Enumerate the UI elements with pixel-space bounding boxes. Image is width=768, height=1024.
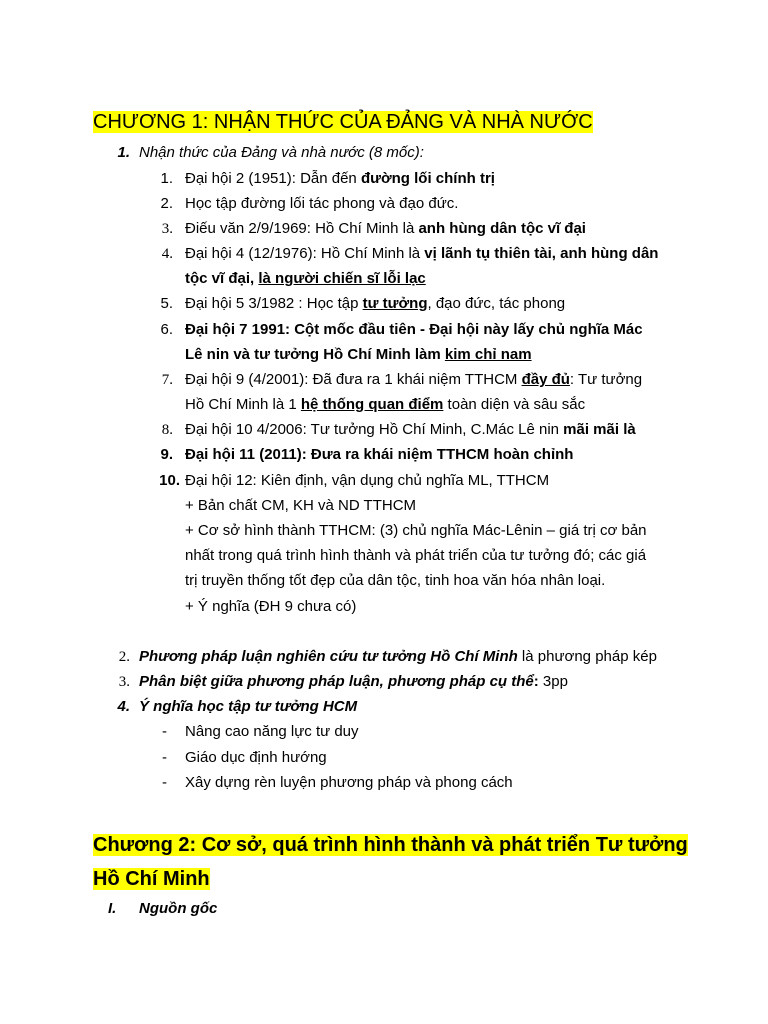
item-number: 7.: [161, 372, 173, 388]
section-3-heading: Phân biệt giữa phương pháp luận, phương pháp cụ thể: 3pp: [139, 673, 568, 690]
item-number: 8.: [161, 422, 173, 438]
chapter-2-section-heading: Nguồn gốc: [139, 900, 218, 917]
sub-line: + Cơ sở hình thành TTHCM: (3) chủ nghĩa Mác-Lênin – giá trị cơ bản: [185, 522, 647, 539]
bullet-dash: -: [162, 749, 167, 766]
bullet-item: Nâng cao năng lực tư duy: [185, 723, 359, 740]
item-number: 2.: [160, 195, 173, 212]
chapter-1-title: CHƯƠNG 1: NHẬN THỨC CỦA ĐẢNG VÀ NHÀ NƯỚC: [93, 111, 593, 133]
list-item: Học tập đường lối tác phong và đạo đức.: [185, 195, 459, 212]
list-item: Đại hội 7 1991: Cột mốc đầu tiên - Đại hội này lấy chủ nghĩa Mác: [185, 321, 643, 338]
bullet-item: Xây dựng rèn luyện phương pháp và phong cách: [185, 774, 513, 791]
bullet-item: Giáo dục định hướng: [185, 749, 327, 766]
section-4-heading: Ý nghĩa học tập tư tưởng HCM: [139, 698, 358, 715]
list-item: Đại hội 4 (12/1976): Hồ Chí Minh là vị lãnh tụ thiên tài, anh hùng dân: [185, 245, 659, 262]
bullet-dash: -: [162, 774, 167, 791]
list-item: Điếu văn 2/9/1969: Hồ Chí Minh là anh hùng dân tộc vĩ đại: [185, 220, 586, 237]
chapter-2-title: Chương 2: Cơ sở, quá trình hình thành và phát triển Tư tưởng Hồ Chí Minh: [93, 834, 688, 890]
list-item-continuation: Lê nin và tư tưởng Hồ Chí Minh làm kim chỉ nam: [185, 346, 532, 363]
item-number: 3.: [161, 221, 173, 237]
list-item: Đại hội 2 (1951): Dẫn đến đường lối chính trị: [185, 170, 495, 187]
item-number: 4.: [161, 246, 173, 262]
section-3-number: 3.: [118, 674, 130, 690]
sub-line: trị truyền thống tốt đẹp của dân tộc, tinh hoa văn hóa nhân loại.: [185, 572, 606, 589]
sub-line: + Ý nghĩa (ĐH 9 chưa có): [185, 598, 357, 615]
item-number: 10.: [159, 472, 180, 489]
section-1-heading: Nhận thức của Đảng và nhà nước (8 mốc):: [139, 144, 424, 161]
item-number: 5.: [160, 295, 173, 312]
list-item: Đại hội 5 3/1982 : Học tập tư tưởng, đạo đức, tác phong: [185, 295, 566, 312]
section-2-number: 2.: [118, 649, 130, 665]
section-1-number: 1.: [117, 144, 130, 161]
section-2-heading: Phương pháp luận nghiên cứu tư tưởng Hồ Chí Minh là phương pháp kép: [139, 648, 657, 665]
list-item-continuation: tộc vĩ đại, là người chiến sĩ lỗi lạc: [185, 270, 426, 287]
list-item: Đại hội 9 (4/2001): Đã đưa ra 1 khái niệm TTHCM đầy đủ: Tư tưởng: [185, 371, 643, 388]
sub-line: + Bản chất CM, KH và ND TTHCM: [185, 497, 417, 514]
list-item: Đại hội 12: Kiên định, vận dụng chủ nghĩa ML, TTHCM: [185, 472, 550, 489]
list-item: Đại hội 11 (2011): Đưa ra khái niệm TTHCM hoàn chỉnh: [185, 446, 574, 463]
list-item-continuation: Hồ Chí Minh là 1 hệ thống quan điểm toàn diện và sâu sắc: [185, 396, 586, 413]
section-4-number: 4.: [117, 698, 130, 715]
chapter-2-section-number: I.: [108, 900, 117, 917]
bullet-dash: -: [162, 723, 167, 740]
item-number: 9.: [160, 446, 173, 463]
item-number: 1.: [160, 170, 173, 187]
sub-line: nhất trong quá trình hình thành và phát triển của tư tưởng đó; các giá: [185, 547, 647, 564]
item-number: 6.: [160, 321, 173, 338]
list-item: Đại hội 10 4/2006: Tư tưởng Hồ Chí Minh, C.Mác Lê nin mãi mãi là: [185, 421, 636, 438]
